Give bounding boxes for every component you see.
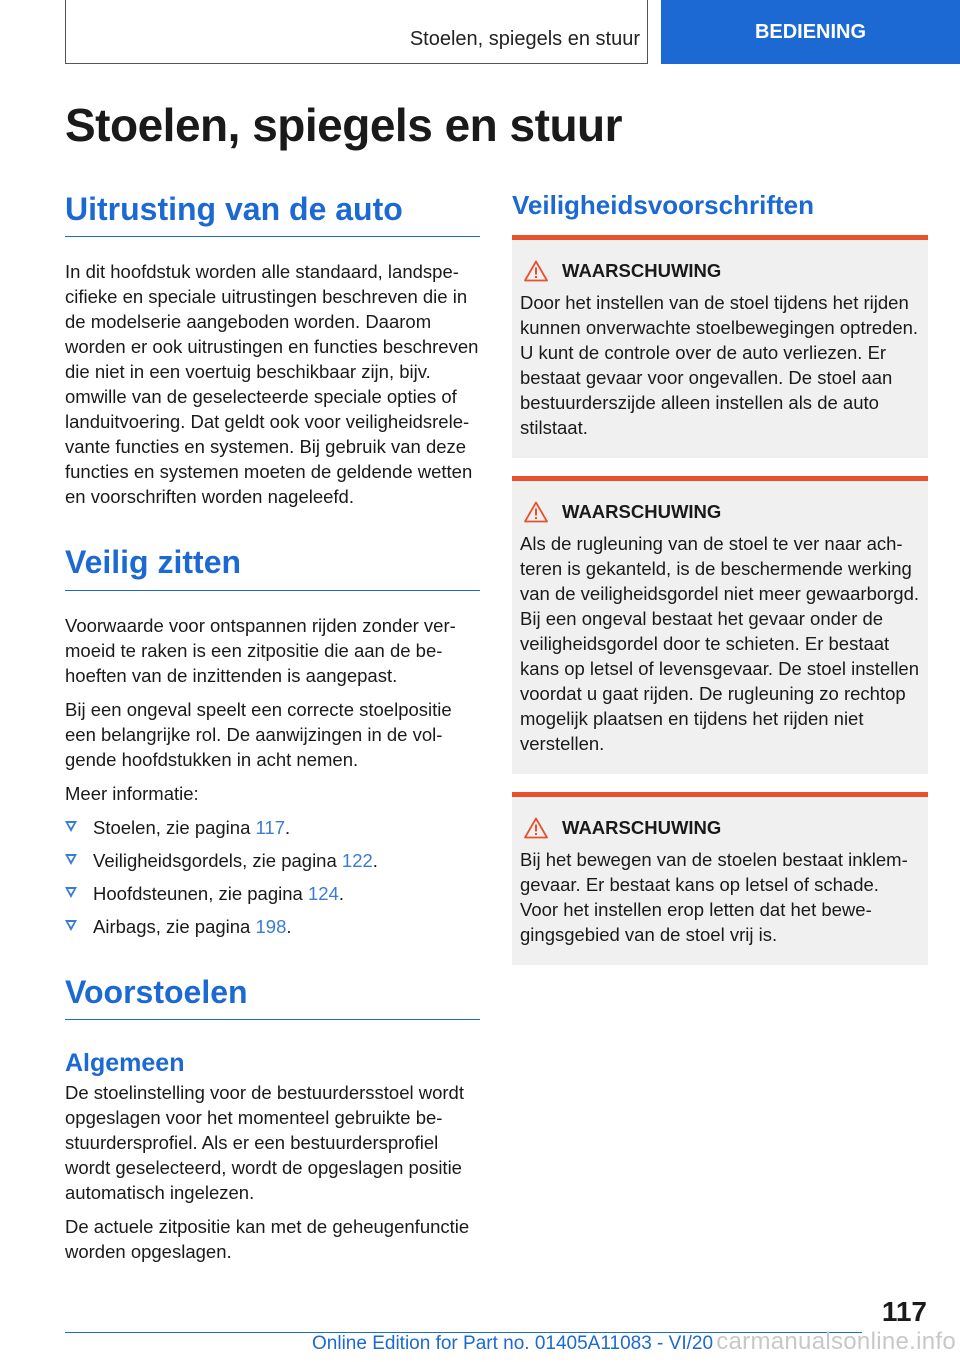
triangle-bullet-icon bbox=[65, 887, 77, 898]
list-item: Airbags, zie pagina 198. bbox=[65, 914, 480, 939]
list-item: Hoofdsteunen, zie pagina 124. bbox=[65, 881, 480, 906]
watermark: carmanualsonline.info bbox=[716, 1328, 956, 1355]
list-item-text: Hoofdsteunen, zie pagina bbox=[93, 882, 308, 904]
warning-triangle-icon bbox=[524, 501, 548, 523]
right-column bbox=[512, 190, 928, 983]
page-title: Stoelen, spiegels en stuur bbox=[65, 99, 623, 151]
warning-text: Bij het bewegen van de stoelen bestaat inklemgevaar. Er bestaat kans op letsel of schade. Voor het instellen erop letten dat het bewegingsgebied van de stoel vrij is. bbox=[520, 849, 908, 946]
heading-general: Algemeen bbox=[65, 1049, 185, 1078]
warning-box bbox=[512, 792, 928, 965]
page-link[interactable]: 124 bbox=[307, 882, 339, 904]
list-item: Stoelen, zie pagina 117. bbox=[65, 815, 480, 840]
warning-triangle-icon bbox=[524, 260, 548, 282]
paragraph-general-1: De stoelinstelling voor de bestuurdersstoel wordt opgeslagen voor het momenteel gebruikte bestuurdersprofiel. Als er een bestuurdersprofiel wordt geselecteerd, wordt de opgeslagen positie automatisch ingelezen. bbox=[65, 1082, 464, 1204]
paragraph-safe-1: Voorwaarde voor ontspannen rijden zonder vermoeid te raken is een zitpositie die aan de behoeften van de inzittenden is aangepast. bbox=[65, 614, 456, 686]
warning-box bbox=[512, 476, 928, 774]
header-chapter-tab: BEDIENING bbox=[661, 0, 960, 64]
list-item-text: Veiligheidsgordels, zie pagina bbox=[93, 849, 342, 871]
page-link[interactable]: 117 bbox=[255, 816, 286, 838]
warning-header bbox=[520, 817, 920, 839]
heading-safety-instructions: Veiligheidsvoorschriften bbox=[512, 190, 814, 220]
heading-front-seats: Voorstoelen bbox=[65, 973, 480, 1020]
list-item-text: Stoelen, zie pagina bbox=[93, 816, 256, 838]
warning-box bbox=[512, 235, 928, 458]
page-number: 117 bbox=[881, 1296, 927, 1327]
paragraph-safe-2: Bij een ongeval speelt een correcte stoelpositie een belangrijke rol. De aanwijzingen in de volgende hoofdstukken in acht nemen. bbox=[65, 698, 452, 770]
warning-label: WAARSCHUWING bbox=[562, 501, 722, 523]
list-item-text: Airbags, zie pagina bbox=[93, 915, 256, 937]
page-link[interactable]: 122 bbox=[341, 849, 373, 871]
triangle-bullet-icon bbox=[65, 920, 77, 931]
warning-label: WAARSCHUWING bbox=[562, 260, 722, 282]
heading-equipment: Uitrusting van de auto bbox=[65, 190, 480, 237]
triangle-bullet-icon bbox=[65, 821, 77, 832]
list-item: Veiligheidsgordels, zie pagina 122. bbox=[65, 848, 480, 873]
warning-header bbox=[520, 260, 920, 282]
header-section: Stoelen, spiegels en stuur bbox=[409, 28, 640, 50]
warning-text: Door het instellen van de stoel tijdens het rijden kunnen onverwachte stoelbewegingen optreden. U kunt de controle over de auto verliezen. Er bestaat gevaar voor ongevallen. De stoel aan bestuurderszijde alleen instellen als de auto stilstaat. bbox=[520, 292, 919, 439]
footer-edition: Online Edition for Part no. 01405A11083 - VI/20 bbox=[312, 1333, 714, 1354]
heading-safe-seating: Veilig zitten bbox=[65, 543, 480, 590]
page-link[interactable]: 198 bbox=[255, 915, 287, 937]
paragraph-equipment: In dit hoofdstuk worden alle standaard, landspecifieke en speciale uitrustingen beschreven die in de modelserie aangeboden worden. Daarom worden er ook uitrustingen en functies beschreven die niet in een voertuig beschikbaar zijn, bijv. omwille van de geselecteerde speciale opties of landuitvoering. Dat geldt ook voor veiligheidsrelevante functies en systemen. Bij gebruik van deze functies en systemen moeten de geldende wetten en voorschriften worden nageleefd. bbox=[65, 261, 479, 508]
left-column bbox=[65, 190, 480, 1273]
more-info-label: Meer informatie: bbox=[65, 782, 199, 804]
warning-header bbox=[520, 501, 920, 523]
warning-triangle-icon bbox=[524, 817, 548, 839]
triangle-bullet-icon bbox=[65, 854, 77, 865]
warning-label: WAARSCHUWING bbox=[562, 817, 722, 839]
cross-reference-list bbox=[65, 815, 480, 939]
warning-text: Als de rugleuning van de stoel te ver naar achteren is gekanteld, is de beschermende werking van de veiligheidsgordel niet meer gewaarborgd. Bij een ongeval bestaat het gevaar onder de veiligheidsgordel door te schieten. Er bestaat kans op letsel of levensgevaar. De stoel instellen voordat u gaat rijden. De rugleuning zo rechtop mogelijk plaatsen en tijdens het rijden niet verstellen. bbox=[520, 533, 920, 755]
paragraph-general-2: De actuele zitpositie kan met de geheugenfunctie worden opgeslagen. bbox=[65, 1216, 470, 1263]
